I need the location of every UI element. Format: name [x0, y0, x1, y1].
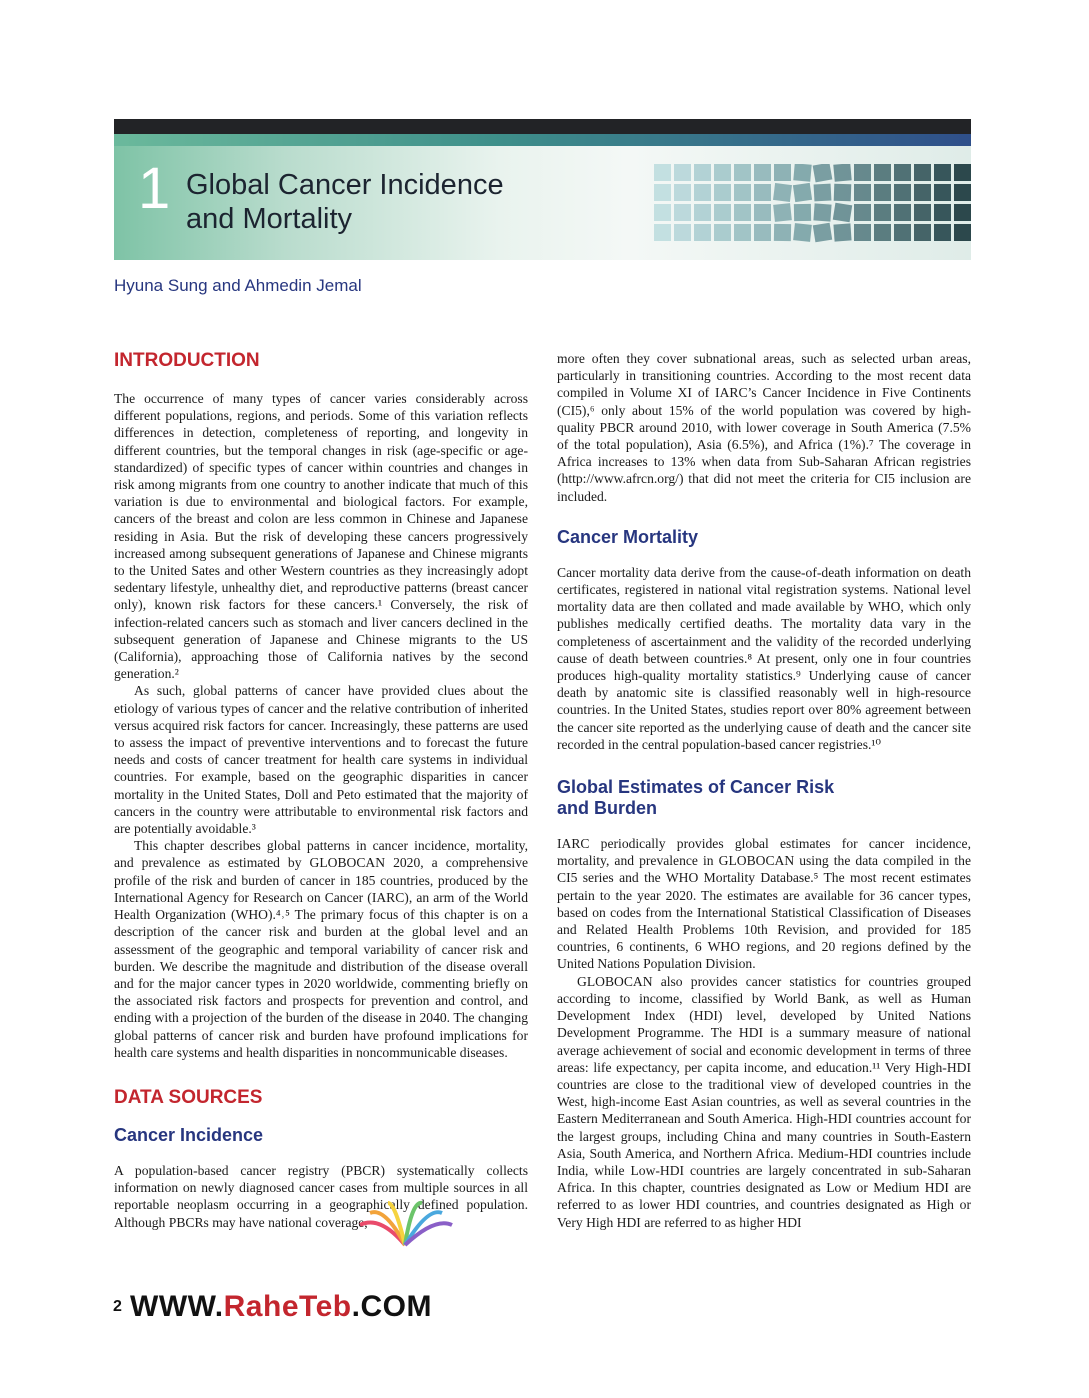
- mosaic-tile: [894, 164, 911, 181]
- mosaic-tile: [694, 184, 711, 201]
- mosaic-tile: [674, 204, 691, 221]
- mosaic-tile: [734, 164, 751, 181]
- mosaic-tile: [954, 204, 971, 221]
- mosaic-tile: [654, 184, 671, 201]
- mosaic-tile: [854, 164, 871, 181]
- mosaic-tile: [793, 183, 812, 202]
- mosaic-tile: [934, 224, 951, 241]
- mosaic-tile: [914, 164, 931, 181]
- mosaic-tile: [773, 203, 792, 222]
- mosaic-tile: [874, 204, 891, 221]
- global-estimates-heading-line1: Global Estimates of Cancer Risk: [557, 777, 835, 798]
- data-sources-heading: DATA SOURCES: [114, 1086, 263, 1108]
- mosaic-tile: [654, 224, 671, 241]
- mosaic-tile: [773, 183, 792, 202]
- chapter-title: [186, 168, 504, 236]
- mosaic-tile: [734, 204, 751, 221]
- incidence-continued-paragraph: more often they cover subnational areas, such as selected urban areas, particularly in transitioning countries. According to the most recent data compiled in Volume XI of IARC’s Cancer Incidence in Five Continents (CI5),⁶ only about 15% of the world population was covered by high-quality PBCR around 2010, with lower coverage in South America (7.5% of the total population), Asia (6.5%), and Africa (1%).⁷ The coverage in Africa increases to 13% when data from Sub-Saharan African registries (http://www.afrcn.org/) that did not meet the criteria for CI5 inclusion are included.: [557, 351, 971, 504]
- mosaic-tile: [774, 164, 791, 181]
- cancer-mortality-heading: Cancer Mortality: [557, 526, 699, 547]
- mosaic-tile: [734, 224, 751, 241]
- mosaic-tile: [813, 223, 832, 242]
- mosaic-tile: [854, 224, 871, 241]
- mosaic-tile: [854, 184, 871, 201]
- mosaic-tile: [714, 204, 731, 221]
- mosaic-tile: [674, 164, 691, 181]
- global-estimates-paragraph-1: IARC periodically provides global estimates for cancer incidence, mortality, and prevalence in GLOBOCAN using the data compiled in the CI5 series and the WHO Mortality Database.⁵ The most recent estimates pertain to the year 2020. The estimates are available for 36 cancer types, based on codes from the International Statistical Classification of Diseases and Related Health Problems 10th Revision, and provided for 185 countries, 6 continents, 6 WHO regions, and 20 regions defined by the United Nations Population Division.: [557, 836, 971, 972]
- mosaic-tile: [774, 224, 791, 241]
- mosaic-tile: [954, 184, 971, 201]
- mosaic-tile: [714, 224, 731, 241]
- chapter-title-line2: and Mortality: [186, 203, 353, 235]
- mosaic-tile: [914, 184, 931, 201]
- watermark-book-logo: [350, 1195, 460, 1255]
- mosaic-tile: [854, 204, 871, 221]
- incidence-paragraph: A population-based cancer registry (PBCR) systematically collects information on newly diagnosed cancer cases from multiple sources in all reportable neoplasm occurring in a geographically defined population. Although PBCRs may have national coverage,: [114, 1162, 528, 1230]
- mosaic-tile: [894, 204, 911, 221]
- mosaic-tile: [874, 224, 891, 241]
- mosaic-tile: [754, 224, 771, 241]
- global-estimates-heading-line2: and Burden: [557, 798, 658, 819]
- mortality-paragraph: Cancer mortality data derive from the cause-of-death information on death certificates, registered in national vital registration systems. National level mortality data are then collated and made available by WHO, which only publishes medically certified deaths. The mortality data vary in the completeness of ascertainment and the validity of the recorded underlying cause of death between countries.⁸ At present, only one in four countries produces high-quality mortality statistics.⁹ Underlying cause of cancer death by anatomic site is classified reasonably well in high-resource countries. In the United States, studies report over 80% agreement between the cancer site reported as the underlying cause of death and the cancer site recorded in the central population-based cancer registries.¹⁰: [557, 564, 971, 752]
- banner-mosaic-graphic: [654, 164, 971, 244]
- mosaic-tile: [714, 164, 731, 181]
- mosaic-tile: [754, 164, 771, 181]
- global-estimates-paragraph-2: GLOBOCAN also provides cancer statistics for countries grouped according to income, classified by World Bank, as well as Human Development Index (HDI) level, developed by United Nations Development Programme. The HDI is a summary measure of national average achievement of social and economic development in terms of three areas: life expectancy, per capita income, and education.¹¹ Very High-HDI countries are close to the traditional view of developed countries in the West, high-income East Asian countries, as well as several countries in the Eastern Mediterranean and South America. High-HDI countries account for the largest groups, including China and many countries in South-Eastern Asia, South America, and Northern Africa. Medium-HDI countries include India, while Low-HDI countries are largely concentrated in sub-Saharan Africa. In this chapter, countries designated as Low or Medium HDI are referred to as lower HDI countries, and countries designated as High or Very High HDI are referred to as higher HDI: [557, 973, 971, 1230]
- mosaic-tile: [954, 224, 971, 241]
- introduction-heading: INTRODUCTION: [114, 350, 260, 371]
- mosaic-tile: [694, 164, 711, 181]
- mosaic-tile: [954, 164, 971, 181]
- mosaic-tile: [833, 164, 851, 182]
- mosaic-tile: [674, 184, 691, 201]
- mosaic-tile: [813, 203, 831, 221]
- cancer-incidence-heading: Cancer Incidence: [114, 1124, 264, 1145]
- mosaic-tile: [674, 224, 691, 241]
- mosaic-tile: [934, 204, 951, 221]
- mosaic-tile: [754, 204, 771, 221]
- chapter-authors: Hyuna Sung and Ahmedin Jemal: [114, 276, 362, 295]
- banner-top-bar: [114, 119, 971, 134]
- mosaic-tile: [654, 164, 671, 181]
- mosaic-tile: [894, 184, 911, 201]
- intro-paragraph-1: The occurrence of many types of cancer varies considerably across different populations, regions, and periods. Some of this variation reflects differences in detection, completeness of reporting, and longevity in different countries, but the temporal changes in risk (age-specific or age-standardized) of specific types of cancer within countries and changes in risk among migrants from one country to another indicate that much of this variation is due to environmental and biological factors. For example, cancers of the breast and colon are less common in Chinese and Japanese residing in Asia. But the risk of developing these cancers progressively increased among subsequent generations of Japanese and Chinese migrants to the United Sates and other Western countries as they increasingly adopt sedentary lifestyle, unhealthy diet, and reproductive patterns (breast cancer only), known risk factors for these cancers.¹ Conversely, the risk of infection-related cancers such as stomach and liver cancers declined in the subsequent generation of Japanese and Chinese migrants to the US (California), approaching those of California natives by the second generation.²: [114, 391, 528, 682]
- mosaic-tile: [833, 223, 851, 241]
- mosaic-tile: [694, 204, 711, 221]
- mosaic-tile: [694, 224, 711, 241]
- mosaic-tile: [934, 164, 951, 181]
- global-estimates-heading: [557, 777, 971, 819]
- mosaic-tile: [894, 224, 911, 241]
- mosaic-tile: [833, 203, 852, 222]
- chapter-banner: [114, 146, 971, 260]
- mosaic-tile: [834, 184, 852, 202]
- mosaic-tile: [714, 184, 731, 201]
- chapter-title-line1: Global Cancer Incidence: [186, 169, 504, 201]
- chapter-number: 1: [138, 156, 171, 221]
- intro-paragraph-2: As such, global patterns of cancer have provided clues about the etiology of various types of cancer and the relative contribution of inherited versus acquired risk factors for cancer. Increasingly, these patterns are used to assess the impact of preventive interventions and to forecast the future needs and costs of cancer treatment for health care systems in individual countries. For example, based on the geographic disparities in cancer mortality in the United States, Doll and Peto estimated that the majority of cancers in the country were attributable to environmental risk factors and are potentially avoidable.³: [114, 683, 528, 837]
- mosaic-tile: [794, 204, 811, 221]
- mosaic-tile: [754, 184, 771, 201]
- mosaic-tile: [914, 204, 931, 221]
- mosaic-tile: [874, 184, 891, 201]
- watermark-url: [130, 1290, 432, 1324]
- mosaic-tile: [934, 184, 951, 201]
- watermark-prefix: WWW.: [130, 1290, 224, 1323]
- mosaic-tile: [734, 184, 751, 201]
- right-column: [557, 350, 971, 1231]
- mosaic-tile: [793, 164, 811, 182]
- page-number: 2: [113, 1298, 122, 1315]
- intro-paragraph-3: This chapter describes global patterns in cancer incidence, mortality, and prevalence as estimated by GLOBOCAN 2020, a comprehensive profile of the risk and burden of cancer in 185 countries, produced by the International Agency for Research on Cancer (IARC), an arm of the World Health Organization (WHO).⁴˒⁵ The primary focus of this chapter is on a description of the cancer risk and burden at the global level and an assessment of the geographic and temporal variability of cancer risk and burden. We describe the magnitude and distribution of the disease overall and for the major cancer types in 2020 worldwide, commenting briefly on the associated risk factors and prospects for prevention and control, and ending with a projection of the burden of the disease in 2040. The changing global patterns of cancer risk and burden have profound implications for health care systems and health disparities in noncommunicable diseases.: [114, 838, 528, 1060]
- mosaic-tile: [654, 204, 671, 221]
- mosaic-tile: [914, 224, 931, 241]
- mosaic-tile: [814, 184, 832, 202]
- mosaic-tile: [874, 164, 891, 181]
- left-column: [114, 350, 528, 1231]
- banner-accent-bar: [114, 134, 971, 146]
- watermark-suffix: .COM: [351, 1290, 432, 1323]
- mosaic-tile: [793, 223, 812, 242]
- watermark-brand: RaheTeb: [223, 1290, 352, 1323]
- mosaic-tile: [813, 164, 833, 182]
